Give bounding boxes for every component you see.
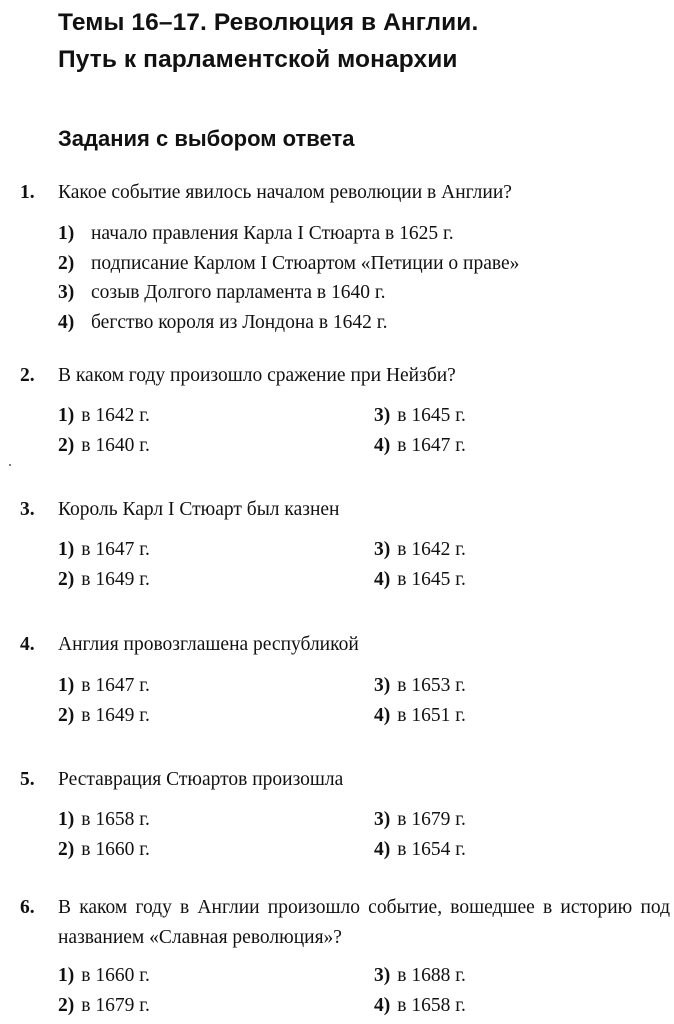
answer-option xyxy=(374,961,466,991)
option-text: в 1640 г. xyxy=(81,435,150,456)
scan-speck xyxy=(9,464,11,466)
option-number: 1) xyxy=(58,405,75,426)
answer-option xyxy=(374,805,466,835)
question-text: Реставрация Стюартов произошла xyxy=(58,769,344,790)
option-text: в 1653 г. xyxy=(397,675,466,696)
option-text: в 1647 г. xyxy=(81,539,150,560)
option-text: в 1649 г. xyxy=(81,569,150,590)
question-text: Англия провозглашена республикой xyxy=(58,634,359,655)
answer-option xyxy=(58,701,150,731)
answer-option xyxy=(58,991,150,1021)
option-text: в 1649 г. xyxy=(81,705,150,726)
question-number: 4. xyxy=(20,634,35,655)
question-text: В каком году в Англии произошло событие, вошедшее в историю под названием «Славная революция»? xyxy=(58,897,670,948)
option-number: 2) xyxy=(58,435,75,456)
question-text: Какое событие явилось началом революции в Англии? xyxy=(58,182,512,203)
answer-option xyxy=(58,671,150,701)
answer-option xyxy=(374,701,466,731)
question-number: 3. xyxy=(20,499,35,520)
page-title-line-1: Темы 16–17. Революция в Англии. xyxy=(58,9,479,36)
question-1 xyxy=(0,178,674,337)
page-title xyxy=(58,4,478,78)
answer-option xyxy=(58,431,150,461)
question-number: 6. xyxy=(20,897,35,918)
option-text: в 1645 г. xyxy=(397,569,466,590)
answer-option xyxy=(0,249,674,279)
option-number: 1) xyxy=(58,223,75,244)
answer-option xyxy=(0,278,674,308)
option-number: 2) xyxy=(58,995,75,1016)
option-number: 3) xyxy=(374,405,391,426)
option-number: 4) xyxy=(374,569,391,590)
option-text: в 1645 г. xyxy=(397,405,466,426)
option-text: в 1679 г. xyxy=(397,809,466,830)
option-number: 3) xyxy=(374,675,391,696)
question-4 xyxy=(0,630,674,731)
option-number: 2) xyxy=(58,569,75,590)
option-number: 3) xyxy=(374,809,391,830)
answer-option xyxy=(58,401,150,431)
section-heading: Задания с выбором ответа xyxy=(58,126,355,151)
answer-options xyxy=(0,401,674,461)
option-number: 4) xyxy=(374,839,391,860)
option-number: 3) xyxy=(374,965,391,986)
option-text: в 1654 г. xyxy=(397,839,466,860)
question-2 xyxy=(0,361,674,461)
answer-option xyxy=(58,961,150,991)
option-text: в 1647 г. xyxy=(397,435,466,456)
option-text: в 1647 г. xyxy=(81,675,150,696)
answer-options xyxy=(0,671,674,731)
option-number: 3) xyxy=(374,539,391,560)
question-number: 5. xyxy=(20,769,35,790)
option-text: в 1642 г. xyxy=(397,539,466,560)
question-text: Король Карл I Стюарт был казнен xyxy=(58,499,340,520)
question-6 xyxy=(0,893,674,1021)
option-text: созыв Долгого парламента в 1640 г. xyxy=(91,282,386,303)
answer-options xyxy=(0,219,674,337)
question-number: 2. xyxy=(20,365,35,386)
answer-option xyxy=(374,535,466,565)
answer-option xyxy=(374,671,466,701)
option-text: в 1642 г. xyxy=(81,405,150,426)
option-number: 2) xyxy=(58,252,75,274)
question-3 xyxy=(0,495,674,595)
answer-option xyxy=(0,308,674,338)
option-number: 4) xyxy=(374,435,391,456)
answer-option xyxy=(374,835,466,865)
answer-option xyxy=(0,219,674,249)
answer-options xyxy=(0,961,674,1021)
answer-option xyxy=(58,535,150,565)
option-number: 2) xyxy=(58,705,75,726)
option-text: в 1658 г. xyxy=(397,995,466,1016)
option-number: 2) xyxy=(58,839,75,860)
option-number: 4) xyxy=(374,705,391,726)
option-number: 1) xyxy=(58,809,75,830)
option-text: бегство короля из Лондона в 1642 г. xyxy=(91,311,388,333)
answer-option xyxy=(58,805,150,835)
page-title-line-2: Путь к парламентской монархии xyxy=(58,46,458,73)
option-number: 3) xyxy=(58,282,75,303)
option-text: в 1679 г. xyxy=(81,995,150,1016)
option-text: подписание Карлом I Стюартом «Петиции о праве» xyxy=(91,252,520,274)
answer-option xyxy=(58,565,150,595)
question-number: 1. xyxy=(20,182,35,203)
option-number: 4) xyxy=(374,995,391,1016)
option-number: 1) xyxy=(58,539,75,560)
question-text: В каком году произошло сражение при Нейзби? xyxy=(58,365,456,386)
option-text: в 1688 г. xyxy=(397,965,466,986)
answer-option xyxy=(374,991,466,1021)
option-text: начало правления Карла I Стюарта в 1625 г. xyxy=(91,223,454,244)
answer-option xyxy=(374,565,466,595)
answer-option xyxy=(374,401,466,431)
answer-option xyxy=(374,431,466,461)
option-text: в 1651 г. xyxy=(397,705,466,726)
option-number: 1) xyxy=(58,675,75,696)
answer-options xyxy=(0,805,674,865)
option-text: в 1660 г. xyxy=(81,965,150,986)
option-number: 4) xyxy=(58,311,75,333)
answer-option xyxy=(58,835,150,865)
option-number: 1) xyxy=(58,965,75,986)
answer-options xyxy=(0,535,674,595)
option-text: в 1660 г. xyxy=(81,839,150,860)
option-text: в 1658 г. xyxy=(81,809,150,830)
question-5 xyxy=(0,765,674,865)
